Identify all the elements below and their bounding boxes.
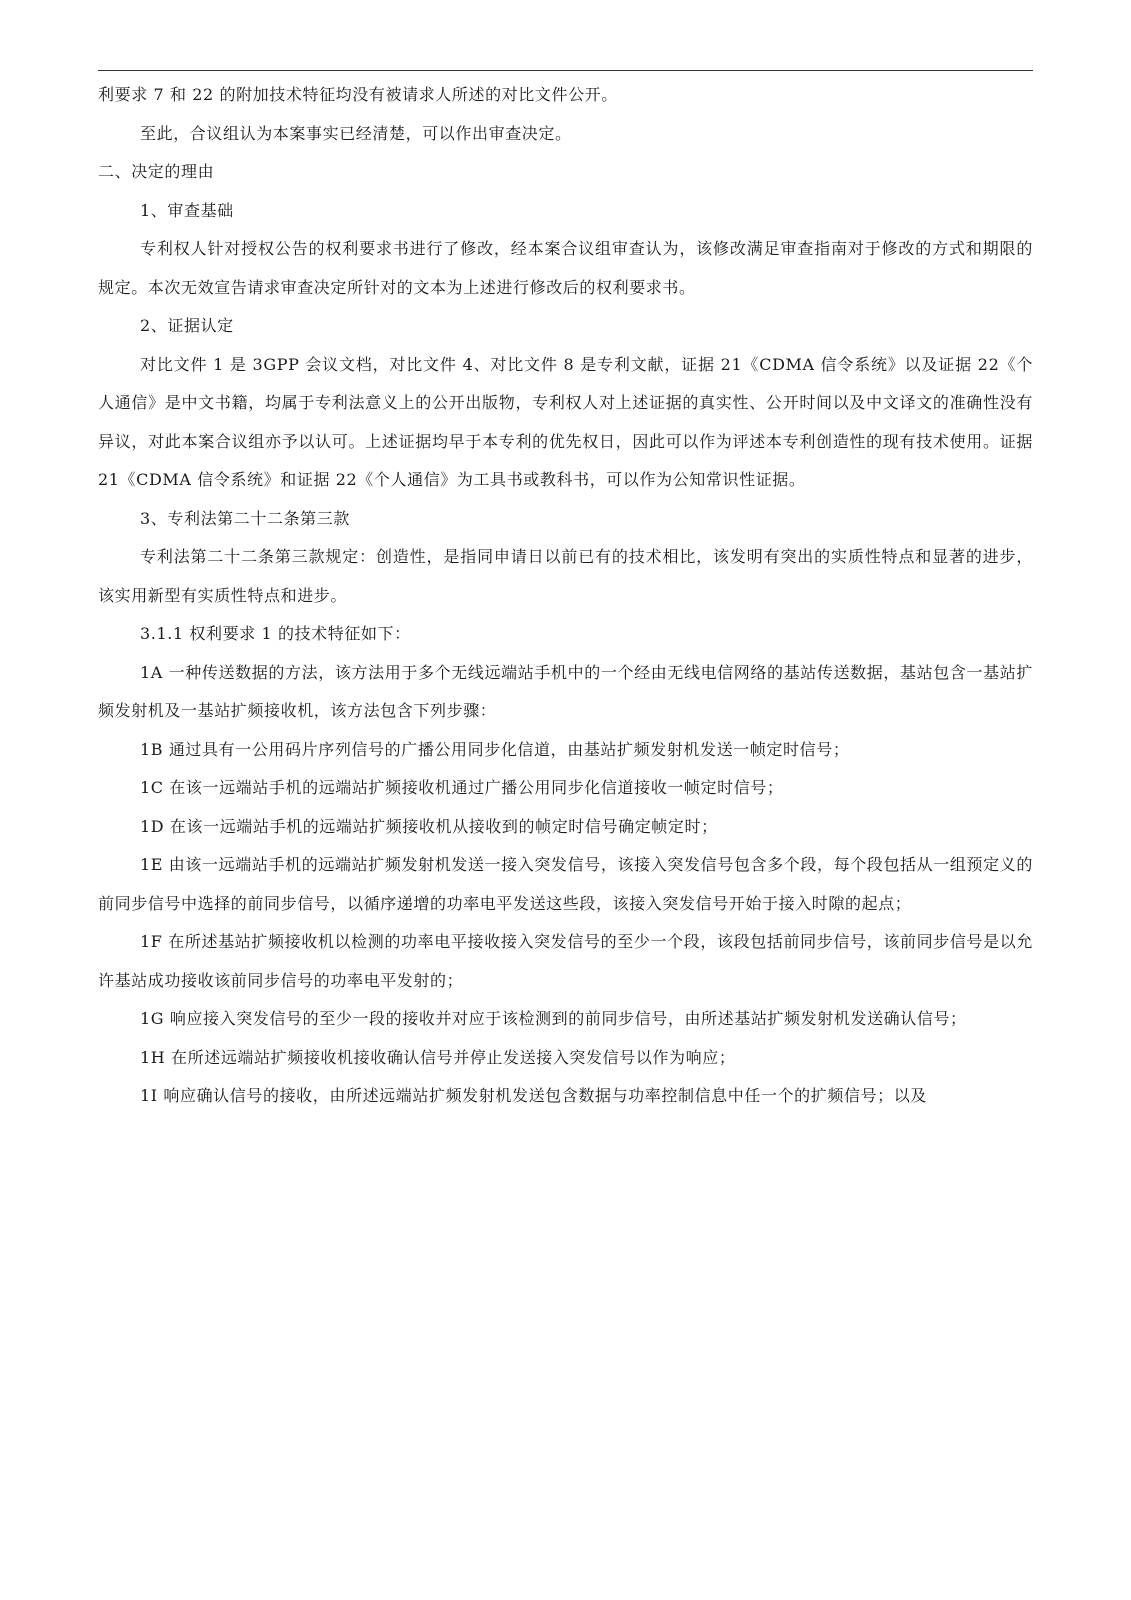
paragraph-basis: 专利权人针对授权公告的权利要求书进行了修改，经本案合议组审查认为，该修改满足审查指南对于修改的方式和期限的规定。本次无效宣告请求审查决定所针对的文本为上述进行修改后的权利要求书。 xyxy=(98,239,1033,297)
subsection-heading-evidence: 2、证据认定 xyxy=(140,316,234,335)
paragraph-evidence: 对比文件 1 是 3GPP 会议文档，对比文件 4、对比文件 8 是专利文献，证据 21《CDMA 信令系统》以及证据 22《个人通信》是中文书籍，均属于专利法意义上的公开出版物，专利权人对上述证据的真实性、公开时间以及中文译文的准确性没有异议，对此本案合议组亦予以认可。上述证据均早于本专利的优先权日，因此可以作为评述本专利创造性的现有技术使用。证据 21《CDMA 信令系统》和证据 22《个人通信》为工具书或教科书，可以作为公知常识性证据。 xyxy=(98,354,1033,489)
claim-feature-1b: 1B 通过具有一公用码片序列信号的广播公用同步化信道，由基站扩频发射机发送一帧定时信号； xyxy=(140,739,850,759)
paragraph-continuation: 利要求 7 和 22 的附加技术特征均没有被请求人所述的对比文件公开。 xyxy=(98,85,618,104)
claim-feature-1e: 1E 由该一远端站手机的远端站扩频发射机发送一接入突发信号，该接入突发信号包含多个段，每个段包括从一组预定义的前同步信号中选择的前同步信号，以循序递增的功率电平发送这些段，该接入突发信号开始于接入时隙的起点； xyxy=(98,855,1033,913)
subsection-heading-article-22: 3、专利法第二十二条第三款 xyxy=(140,508,350,528)
claim-feature-1f: 1F 在所述基站扩频接收机以检测的功率电平接收接入突发信号的至少一个段，该段包括前同步信号，该前同步信号是以允许基站成功接收该前同步信号的功率电平发射的； xyxy=(98,932,1033,990)
section-heading-reasons: 二、决定的理由 xyxy=(98,162,215,181)
claim-feature-1d: 1D 在该一远端站手机的远端站扩频接收机从接收到的帧定时信号确定帧定时； xyxy=(140,816,718,836)
claim-feature-1a: 1A 一种传送数据的方法，该方法用于多个无线远端站手机中的一个经由无线电信网络的基站传送数据，基站包含一基站扩频发射机及一基站扩频接收机，该方法包含下列步骤： xyxy=(98,662,1033,720)
document-body xyxy=(98,76,1033,1116)
claim-feature-1h: 1H 在所述远端站扩频接收机接收确认信号并停止发送接入突发信号以作为响应； xyxy=(140,1047,736,1067)
header-rule xyxy=(98,70,1033,71)
paragraph-article-22: 专利法第二十二条第三款规定：创造性，是指同申请日以前已有的技术相比，该发明有突出的实质性特点和显著的进步，该实用新型有实质性特点和进步。 xyxy=(98,547,1033,605)
claim-feature-1c: 1C 在该一远端站手机的远端站扩频接收机通过广播公用同步化信道接收一帧定时信号； xyxy=(140,778,784,797)
subsection-heading-basis: 1、审查基础 xyxy=(140,200,234,220)
claim-feature-1g: 1G 响应接入突发信号的至少一段的接收并对应于该检测到的前同步信号，由所述基站扩频发射机发送确认信号； xyxy=(140,1009,967,1028)
subsection-heading-claim-1: 3.1.1 权利要求 1 的技术特征如下： xyxy=(140,624,411,643)
paragraph-conclusion: 至此，合议组认为本案事实已经清楚，可以作出审查决定。 xyxy=(140,123,572,143)
claim-feature-1i: 1I 响应确认信号的接收，由所述远端站扩频发射机发送包含数据与功率控制信息中任一个的扩频信号；以及 xyxy=(140,1086,927,1105)
